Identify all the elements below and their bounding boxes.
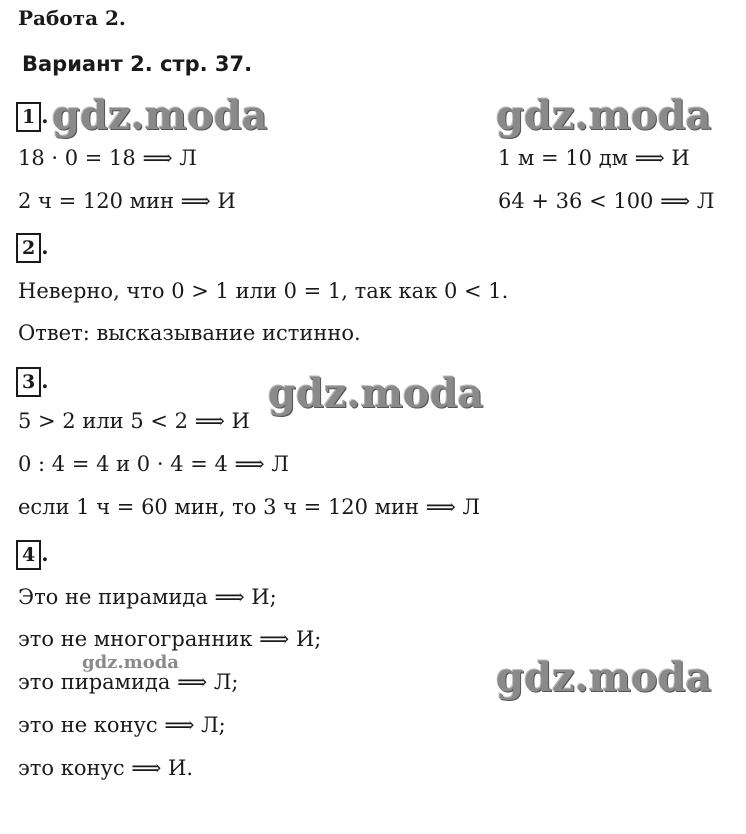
watermark: gdz.moda (496, 654, 712, 701)
variant-heading: Вариант 2. стр. 37. (22, 52, 253, 76)
task-2-number: 2 . (16, 233, 49, 263)
task-2-line-2: Ответ: высказывание истинно. (18, 321, 361, 345)
watermark: gdz.moda (496, 92, 712, 139)
task-3-line-3: если 1 ч = 60 мин, то 3 ч = 120 мин ⟹ Л (18, 495, 481, 519)
task-3-line-1: 5 > 2 или 5 < 2 ⟹ И (18, 409, 250, 433)
task-1-line-1: 18 · 0 = 18 ⟹ Л (18, 146, 197, 170)
task-2-line-1: Неверно, что 0 > 1 или 0 = 1, так как 0 < 1. (18, 279, 509, 303)
task-3-number: 3 . (16, 367, 49, 397)
task-4-line-5: это конус ⟹ И. (18, 756, 194, 780)
task-1-line-2: 2 ч = 120 мин ⟹ И (18, 189, 236, 213)
task-3-line-2: 0 : 4 = 4 и 0 · 4 = 4 ⟹ Л (18, 452, 289, 476)
page-title: Работа 2. (18, 6, 126, 30)
task-4-line-1: Это не пирамида ⟹ И; (18, 585, 277, 609)
watermark: gdz.moda (268, 370, 484, 417)
watermark: gdz.moda (82, 652, 179, 673)
watermark: gdz.moda (52, 92, 268, 139)
task-4-number: 4 . (16, 540, 49, 570)
task-1-line-4: 64 + 36 < 100 ⟹ Л (498, 189, 715, 213)
task-1-line-3: 1 м = 10 дм ⟹ И (498, 146, 690, 170)
task-4-line-2: это не многогранник ⟹ И; (18, 627, 322, 651)
task-4-line-4: это не конус ⟹ Л; (18, 713, 226, 737)
task-4-line-3: это пирамида ⟹ Л; (18, 670, 239, 694)
task-1-number: 1 . (16, 102, 49, 132)
